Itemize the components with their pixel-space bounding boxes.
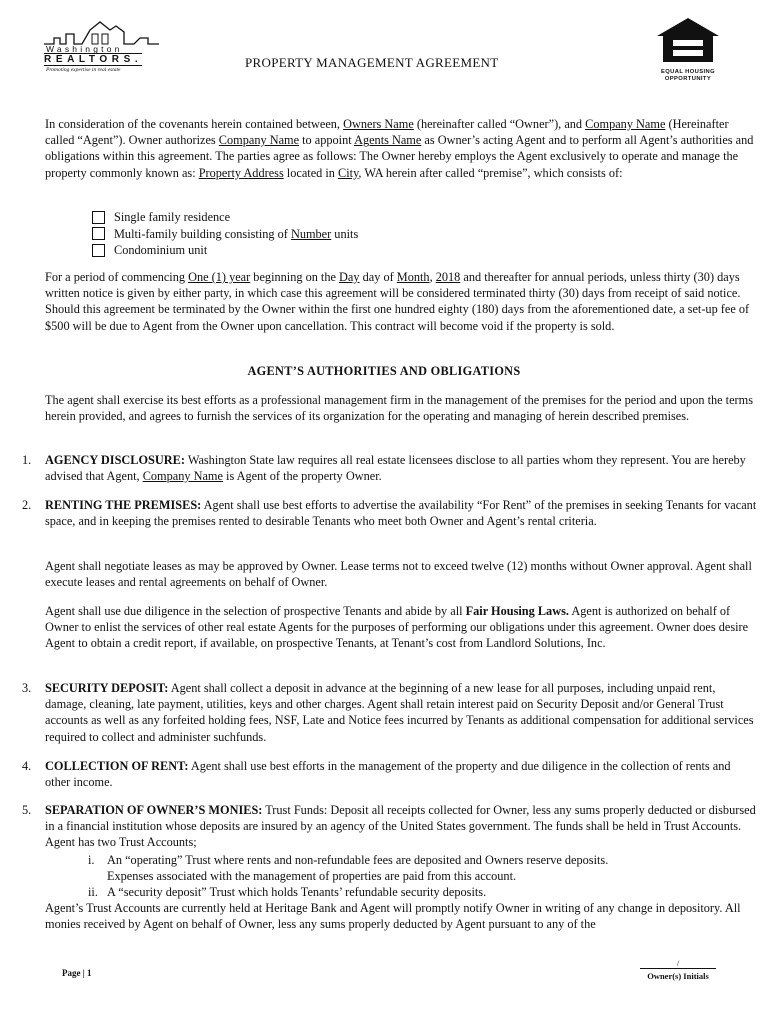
page-number: Page | 1 bbox=[62, 968, 92, 978]
item-text: Agent is authorized on behalf of Owner to enlist the services of other real estate Agents for the purposes of performing our obligations under this agreement. Owner does desire Agent to obtain a credit report, if available, on prospective Tenants, at Tenant’s cost from Landlord Solutions, Inc. bbox=[45, 604, 749, 651]
checkbox[interactable] bbox=[92, 211, 105, 224]
item-renting-premises bbox=[45, 497, 757, 529]
intro-text: to appoint bbox=[299, 133, 355, 148]
equal-housing-line1: EQUAL HOUSING bbox=[660, 69, 716, 75]
year-field[interactable]: 2018 bbox=[435, 270, 461, 284]
equal-housing-line2: OPPORTUNITY bbox=[664, 76, 712, 82]
period-field[interactable]: One (1) year bbox=[188, 270, 251, 284]
intro-text: (Hereinafter called “Agent”). Owner authorizes bbox=[45, 117, 729, 148]
intro-text: (hereinafter called “Owner”), and bbox=[413, 117, 586, 131]
intro-text: located in bbox=[283, 165, 339, 180]
number-of-units-field[interactable]: Number bbox=[290, 226, 332, 241]
equal-housing-house-icon bbox=[655, 16, 721, 64]
sublist-item-security-trust: A “security deposit” Trust which holds Tenants’ refundable security deposits. bbox=[107, 885, 487, 899]
item-text: Agent shall use best efforts in the management of the property and due diligence in the collection of rents and other income. bbox=[45, 759, 731, 790]
company-name-field[interactable]: Company Name bbox=[585, 117, 666, 131]
washington-realtors-logo bbox=[44, 20, 159, 75]
day-field[interactable]: Day bbox=[339, 270, 360, 284]
item-number: 5. bbox=[22, 803, 32, 817]
intro-text: as Owner’s acting Agent and to perform all Agent’s authorities and obligations within this agreement. The parties agree as follows: The Owner hereby employs the Agent exclusively to operate and manage the property commonly known as: bbox=[45, 133, 754, 180]
term-paragraph bbox=[45, 269, 757, 334]
city-field[interactable]: City bbox=[338, 165, 359, 180]
company-name-field-3[interactable]: Company Name bbox=[142, 469, 223, 484]
checkbox[interactable] bbox=[92, 244, 105, 257]
trust-accounts-paragraph: Agent’s Trust Accounts are currently held at Heritage Bank and Agent will promptly notify Owner in writing of any change in depository. All monies received by Agent on behalf of Owner, less any sums properly deducted by Agent pursuant to any of the bbox=[45, 901, 741, 932]
item-number: 4. bbox=[22, 759, 32, 773]
logo-line-washington: Washington bbox=[46, 44, 123, 54]
fair-housing-laws: Fair Housing Laws. bbox=[465, 604, 569, 618]
sublist-number: ii. bbox=[88, 885, 98, 899]
term-text: For a period of commencing bbox=[45, 270, 189, 284]
item-heading: SEPARATION OF OWNER’S MONIES: bbox=[45, 803, 263, 817]
option-text: Multi-family building consisting of bbox=[114, 226, 291, 241]
property-address-field[interactable]: Property Address bbox=[198, 165, 284, 180]
checkbox[interactable] bbox=[92, 227, 105, 240]
document-title: PROPERTY MANAGEMENT AGREEMENT bbox=[245, 55, 499, 70]
item-text: Agent shall collect a deposit in advance at the beginning of a new lease for all purposes, including unpaid rent, damage, cleaning, late payment, utilities, keys and other charges. Agent shall retain interest paid on Security Deposit and/or General Trust accounts as well as any forfeited holding fees, NSF, Late and Notice fees incurred by Tenants as additional compensation for additional services required to collect and administer suchfunds. bbox=[45, 681, 754, 744]
item-number: 3. bbox=[22, 681, 32, 695]
item-security-deposit bbox=[45, 680, 757, 745]
item-collection-of-rent bbox=[45, 758, 757, 790]
month-field[interactable]: Month bbox=[396, 270, 430, 284]
owners-name-field[interactable]: Owners Name bbox=[343, 117, 414, 131]
renting-paragraph-2: Agent shall negotiate leases as may be approved by Owner. Lease terms not to exceed twelve (12) months without Owner approval. Agent shall execute leases and rental agreements on behalf of Owner. bbox=[45, 559, 752, 590]
intro-text: In consideration of the covenants herein contained between, bbox=[45, 117, 344, 131]
option-label bbox=[114, 226, 358, 243]
term-text: , bbox=[429, 270, 436, 284]
agents-name-field[interactable]: Agents Name bbox=[354, 133, 422, 148]
item-heading: COLLECTION OF RENT: bbox=[45, 759, 189, 773]
sublist-number: i. bbox=[88, 853, 95, 867]
term-text: beginning on the bbox=[250, 270, 340, 284]
property-type-options bbox=[92, 209, 358, 259]
owner-initials-block bbox=[640, 958, 716, 981]
option-label: Condominium unit bbox=[114, 243, 208, 258]
initials-label: Owner(s) Initials bbox=[647, 971, 709, 981]
term-text: and thereafter for annual periods, unless thirty (30) days written notice is given by either party, in which case this agreement will be considered terminated thirty (30) days from receipt of said notice. Should this agreement be terminated by the Owner within the first one hundred eighty (180) days from the aforementioned date, a set-up fee of $500 will be due to Agent from the Owner upon cancellation. This contract will become void if the property is sold. bbox=[45, 270, 750, 333]
item-number: 2. bbox=[22, 498, 32, 512]
item-separation-of-monies bbox=[45, 802, 757, 851]
option-text: units bbox=[331, 226, 359, 241]
initials-line[interactable]: / bbox=[640, 958, 716, 969]
option-label: Single family residence bbox=[114, 210, 231, 224]
intro-text: , WA herein after called “premise”, which consists of: bbox=[358, 165, 623, 180]
term-text: day of bbox=[359, 270, 397, 284]
item-heading: SECURITY DEPOSIT: bbox=[45, 681, 169, 695]
sublist-item-operating-trust: An “operating” Trust where rents and non-refundable fees are deposited and Owners reserve deposits. bbox=[107, 853, 609, 867]
property-type-multi-family[interactable] bbox=[92, 226, 358, 243]
section-intro-paragraph: The agent shall exercise its best efforts as a professional management firm in the management of the premises for the period and upon the terms herein provided, and agrees to furnish the services of its organization for the operating and managing of herein described premises. bbox=[45, 393, 753, 424]
item-text: is Agent of the property Owner. bbox=[222, 469, 382, 484]
item-heading: AGENCY DISCLOSURE: bbox=[45, 453, 185, 467]
item-heading: RENTING THE PREMISES: bbox=[45, 498, 202, 512]
renting-paragraph-3 bbox=[45, 603, 757, 652]
item-text: Trust Funds: Deposit all receipts collected for Owner, less any sums properly deducted or disbursed in a financial institution whose deposits are insured by an agency of the United States government. The funds shall be held in Trust Accounts. Agent has two Trust Accounts; bbox=[45, 803, 756, 850]
company-name-field-2[interactable]: Company Name bbox=[218, 133, 300, 148]
sublist-item-operating-trust-cont: Expenses associated with the management of properties are paid from this account. bbox=[107, 869, 517, 883]
item-number: 1. bbox=[22, 453, 32, 467]
equal-housing-logo bbox=[655, 16, 721, 83]
item-text: Agent shall use due diligence in the selection of prospective Tenants and abide by all bbox=[45, 604, 466, 618]
property-type-condominium[interactable] bbox=[92, 242, 358, 259]
mountain-skyline-icon bbox=[44, 20, 159, 46]
item-text: Washington State law requires all real estate licensees disclose to all parties whom they represent. You are hereby advised that Agent, bbox=[45, 453, 746, 484]
logo-line-realtors: REALTORS. bbox=[44, 54, 143, 65]
section-heading: AGENT’S AUTHORITIES AND OBLIGATIONS bbox=[247, 364, 521, 378]
logo-tagline: Promoting expertise in real estate bbox=[46, 67, 121, 73]
item-text: Agent shall use best efforts to advertise the availability “For Rent” of the premises in seeking Tenants for vacant space, and in keeping the premises rented to desirable Tenants who meet both Owner and Agent’s rental criteria. bbox=[45, 498, 757, 529]
item-agency-disclosure bbox=[45, 452, 757, 484]
property-type-single-family[interactable] bbox=[92, 209, 358, 226]
intro-paragraph bbox=[45, 116, 757, 181]
